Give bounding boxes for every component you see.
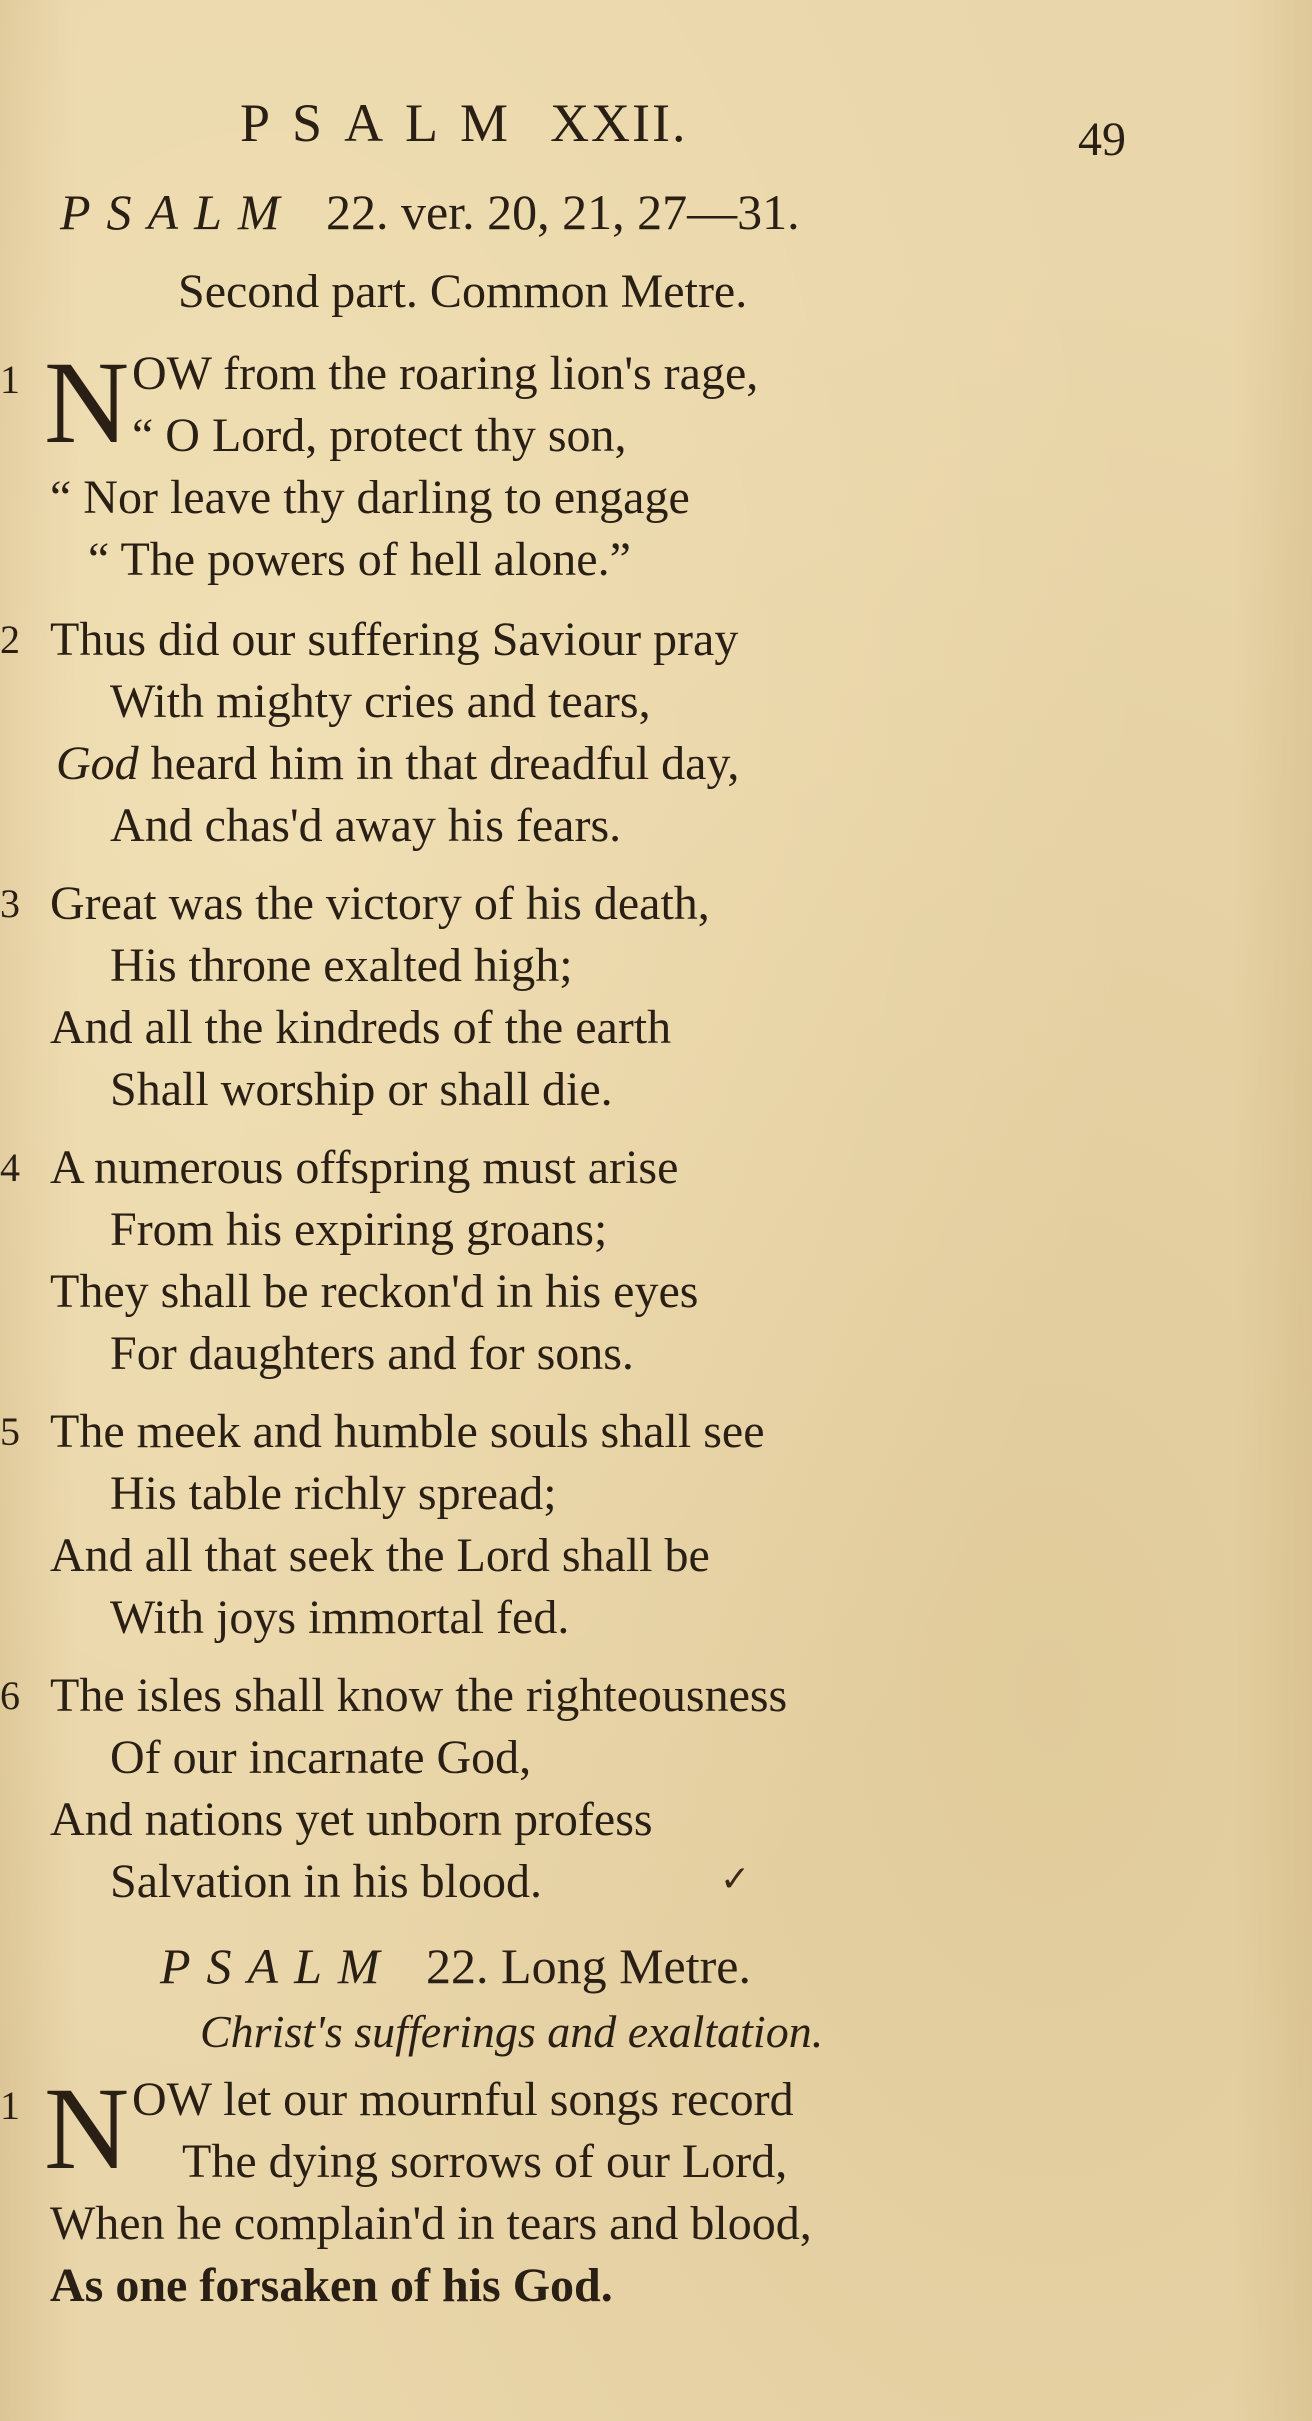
verse-number: 2 [0, 617, 20, 662]
running-head-number: XXII. [550, 93, 688, 153]
psalm-heading-ref: 22. Long Metre. [426, 1938, 751, 1994]
psalm-subheading: Christ's sufferings and exaltation. [200, 2006, 824, 2057]
verse-line: From his expiring groans; [110, 1203, 608, 1256]
verse-line: OW let our mournful songs record [132, 2073, 794, 2126]
verse-line: “ The powers of hell alone.” [88, 533, 631, 586]
psalm-subheading: Second part. Common Metre. [178, 265, 748, 318]
verse-line: OW from the roaring lion's rage, [132, 347, 759, 400]
check-mark-icon: ✓ [720, 1859, 751, 1899]
verse-number: 5 [0, 1409, 20, 1454]
verse-line-text: heard him in that dreadful day, [150, 737, 740, 790]
verse-line: Of our incarnate God, [110, 1731, 532, 1784]
verse-line: The dying sorrows of our Lord, [182, 2135, 788, 2188]
verse-line-with-italic [56, 736, 739, 792]
verse-number: 3 [0, 881, 20, 926]
verse-line: With joys immortal fed. [110, 1591, 570, 1644]
running-head-title: PSALM [240, 93, 531, 153]
verse-number: 6 [0, 1673, 20, 1718]
verse-line: They shall be reckon'd in his eyes [50, 1265, 699, 1318]
verse-line: Great was the victory of his death, [50, 877, 710, 930]
psalm-heading-label: PSALM [160, 1938, 396, 1994]
italic-word: God [56, 737, 139, 790]
verse-line: Salvation in his blood. [110, 1855, 542, 1908]
page-number: 49 [1078, 113, 1126, 166]
verse-line: And nations yet unborn profess [50, 1793, 653, 1846]
verse-line: The meek and humble souls shall see [50, 1405, 765, 1458]
verse-line: “ Nor leave thy darling to engage [50, 471, 690, 524]
psalm-heading-label: PSALM [60, 184, 296, 240]
verse-number: 1 [0, 357, 20, 402]
psalm-heading-ref: 22. ver. 20, 21, 27—31. [326, 184, 800, 240]
verse-line: “ O Lord, protect thy son, [132, 409, 627, 462]
drop-cap: N [44, 2063, 130, 2194]
verse-line: For daughters and for sons. [110, 1327, 634, 1380]
verse-line: And all that seek the Lord shall be [50, 1529, 710, 1582]
verse-line: And chas'd away his fears. [110, 799, 622, 852]
verse-line: And all the kindreds of the earth [50, 1001, 672, 1054]
verse-line: His table richly spread; [110, 1467, 557, 1520]
verse-number: 1 [0, 2083, 20, 2128]
verse-line: Thus did our suffering Saviour pray [50, 613, 739, 666]
verse-line: With mighty cries and tears, [110, 675, 651, 728]
verse-line: A numerous offspring must arise [50, 1141, 679, 1194]
verse-line: When he complain'd in tears and blood, [50, 2197, 812, 2250]
psalm-heading [60, 184, 800, 240]
psalm-heading [160, 1938, 751, 1994]
running-head [240, 92, 688, 154]
verse-line: His throne exalted high; [110, 939, 573, 992]
verse-number: 4 [0, 1145, 20, 1190]
verse-line: The isles shall know the righteousness [50, 1669, 788, 1722]
verse-line: Shall worship or shall die. [110, 1063, 613, 1116]
drop-cap: N [44, 337, 130, 468]
verse-line: As one forsaken of his God. [50, 2259, 613, 2312]
